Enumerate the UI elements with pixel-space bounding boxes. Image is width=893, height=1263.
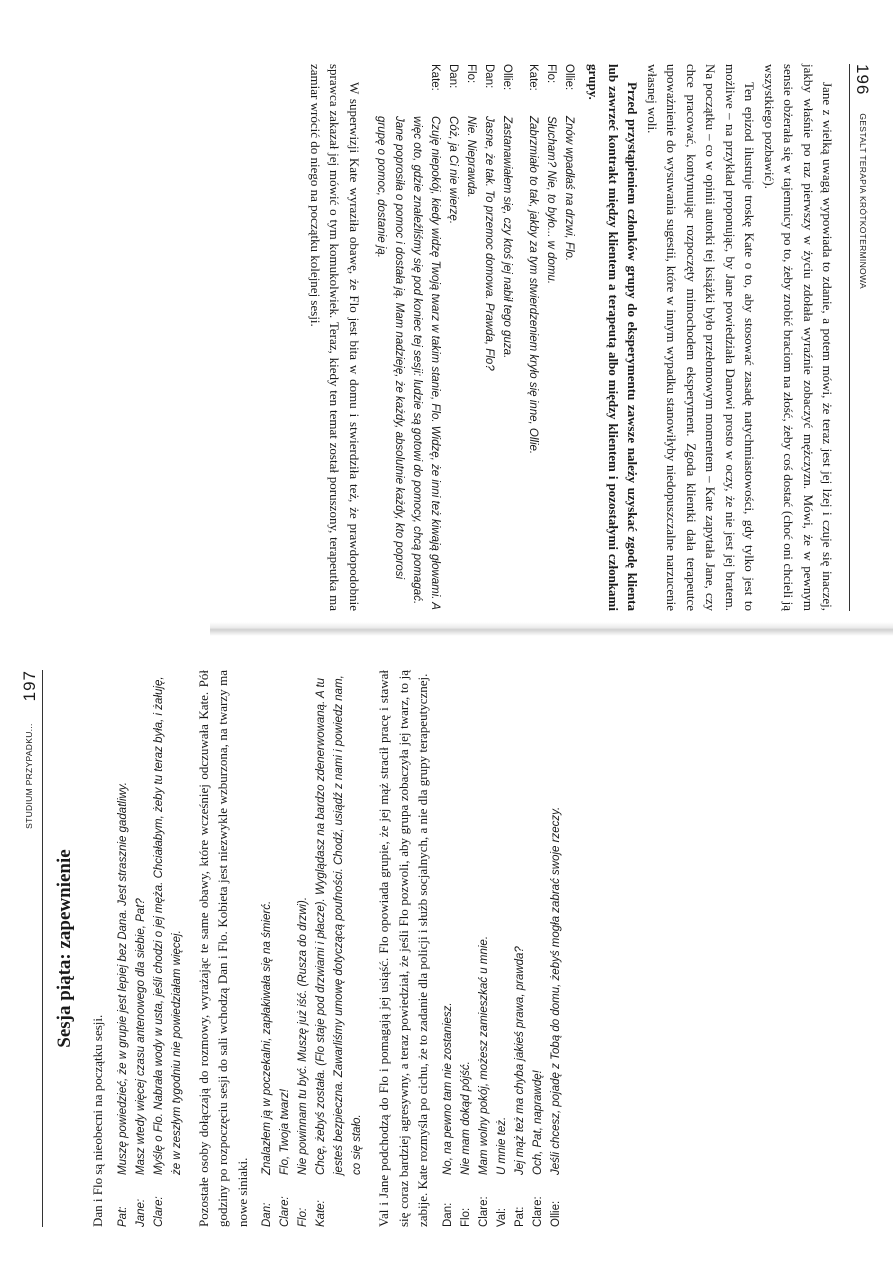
utterance: Czuję niepokój, kiedy widzę Twoją twarz w takim stanie, Flo. Widzę, że inni też kiwają głowami. A więc oto, gdzie znaleźliśmy się pod koniec tej sesji: ludzie są gotowi do pomocy, chcą pomagać. Jane poprosiła o pomoc i dostała ją. Mam nadzieję, że każdy, absolutnie każdy, kto poprosi grupę o pomoc, dostanie ją. bbox=[375, 116, 441, 610]
dialog-line bbox=[444, 64, 462, 611]
utterance: Słucham? Nie, to było... w domu. bbox=[545, 116, 557, 285]
utterance: Chcę, żebyś została. (Flo staje pod drzwiami i płacze). Wyglądasz na bardzo zdenerwowaną. A tu jesteś bezpieczna. Zawarliśmy umowę dotyczącą poufności. Chodź, usiądź z nami i powiedz nam, co się stało. bbox=[315, 675, 363, 1175]
page-number: 197 bbox=[20, 670, 39, 702]
utterance: No, na pewno tam nie zostaniesz. bbox=[441, 1002, 454, 1175]
utterance: U mnie też. bbox=[495, 1116, 508, 1175]
left-page bbox=[308, 0, 892, 631]
dialog-line bbox=[132, 670, 150, 1227]
dialog-line bbox=[294, 670, 312, 1227]
dialog-line bbox=[258, 670, 276, 1227]
dialog-line bbox=[542, 64, 560, 611]
dialog-line bbox=[560, 64, 578, 611]
utterance: Jasne, że tak. To przemoc domowa. Prawda, Flo? bbox=[483, 116, 495, 371]
speaker: Kate: bbox=[429, 64, 441, 91]
speaker: Dan: bbox=[441, 1202, 454, 1227]
dialog-line bbox=[457, 670, 475, 1227]
utterance: Flo, Twoja twarz! bbox=[279, 1088, 291, 1175]
bold-rule-paragraph: Przed przystąpieniem członków grupy do eksperymentu zawsze należy uzyskać zgodę klienta lub zawrzeć kontrakt między klientem a terapeutą albo między klientem i pozostałymi członkami grupy. bbox=[586, 64, 641, 611]
utterance: Nie powinnam tu być. Muszę już iść. (Rusza do drzwi). bbox=[297, 896, 309, 1175]
speaker: Jane: bbox=[134, 1198, 147, 1227]
dialog-line bbox=[372, 64, 444, 611]
paragraph: W superwizji Kate wyraziła obawę, że Flo jest bita w domu i stwierdziła też, że prawdopodobnie sprawca zakazał jej mówić o tym komukolwiek. Teraz, kiedy ten temat został poruszony, terapeutka ma zamiar wrócić do niego na początku kolejnej sesji. bbox=[308, 64, 362, 611]
dialog-block bbox=[372, 64, 516, 611]
utterance: Znów wpadłaś na drzwi, Flo. bbox=[563, 116, 575, 262]
dialog-block bbox=[524, 64, 578, 611]
utterance: Nie. Nieprawda. bbox=[465, 116, 477, 198]
speaker: Flo: bbox=[545, 64, 557, 84]
dialog-line bbox=[150, 670, 186, 1227]
left-page-header bbox=[850, 64, 873, 611]
speaker: Ollie: bbox=[549, 1200, 562, 1227]
dialog-line bbox=[547, 670, 565, 1227]
speaker: Clare: bbox=[152, 1196, 165, 1227]
paragraph: Pozostałe osoby dołączają do rozmowy, wyrażając te same obawy, które wcześniej odczuwała Kate. Pół godziny po rozpoczęciu sesji do sali wchodzą Dan i Flo. Kobieta jest niezwykle wzburzona, na twarzy ma nowe siniaki. bbox=[195, 670, 250, 1227]
dialog-line bbox=[462, 64, 480, 611]
speaker: Dan: bbox=[261, 1202, 273, 1227]
dialog-line bbox=[493, 670, 511, 1227]
dialog-line bbox=[480, 64, 498, 611]
speaker: Flo: bbox=[459, 1207, 472, 1227]
dialog-block bbox=[114, 670, 186, 1227]
dialog-block bbox=[258, 670, 366, 1227]
speaker: Ollie: bbox=[501, 64, 513, 91]
utterance: Masz wtedy więcej czasu antenowego dla siebie, Pat? bbox=[134, 898, 147, 1175]
utterance: Mam wolny pokój, możesz zamieszkać u mnie. bbox=[477, 935, 490, 1175]
dialog-line bbox=[524, 64, 542, 611]
dialog-line bbox=[529, 670, 547, 1227]
running-head: GESTALT TERAPIA KRÓTKOTERMINOWA bbox=[858, 113, 868, 289]
paragraph: Ten epizod ilustruje troskę Kate o to, aby stosować zasadę natychmiastowości, gdy tylko jest to możliwe – na przykład proponując, by Jane powiedziała Danowi prosto w oczy, że nie jest jej bratem. Na początku – co w opinii autorki tej książki było przełomowym momentem – Kate zapytała Jane, czy chce pracować, kontynuując rozpoczęty mimochodem eksperyment. Zgoda klientki dała terapeutce upoważnienie do wysuwania sugestii, które w innym wypadku stanowiłyby niedopuszczalne narzucenie własnej woli. bbox=[645, 64, 758, 611]
speaker: Kate: bbox=[527, 64, 539, 91]
utterance: Myślę o Flo. Nabrała wody w usta, jeśli chodzi o jej męża. Chciałabym, żeby tu teraz była, i żałuję, że w zeszłym tygodniu nie powiedziałam więcej. bbox=[152, 676, 183, 1175]
paragraph: Jane z wielką uwagą wypowiada to zdanie, a potem mówi, że teraz jest jej lżej i czuje się inaczej, jakby właśnie po raz pierwszy w życiu zdołała wyraźnie zobaczyć mężczyzn. Mówi, że w pewnym sensie obżerała się w tajemnicy po to, żeby zrobić braciom na złość, żeby coś dostać (choć oni chcieli ją wszystkiego pozbawić). bbox=[762, 64, 836, 611]
utterance: Muszę powiedzieć, że w grupie jest lepiej bez Dana. Jest strasznie gadatliwy. bbox=[116, 782, 129, 1175]
utterance: Cóż, ja Ci nie wierzę. bbox=[447, 116, 459, 225]
section-title: Sesja piąta: zapewnienie bbox=[53, 849, 75, 1048]
paragraph: Val i Jane podchodzą do Flo i pomagają jej usiąść. Flo opowiada grupie, że jej mąż stracił pracę i stawał się coraz bardziej agresywny, a teraz powiedział, że jeśli Flo pozwoli, aby grupa zobaczyła jej twarz, to ją zabije. Kate rozmyśla po cichu, że to zadanie dla policji i służb socjalnych, a nie dla grupy terapeutycznej. bbox=[376, 670, 430, 1227]
dialog-line bbox=[511, 670, 529, 1227]
paragraph: Dan i Flo są nieobecni na początku sesji. bbox=[90, 1014, 105, 1227]
speaker: Pat: bbox=[116, 1206, 129, 1227]
speaker: Kate: bbox=[315, 1200, 327, 1227]
speaker: Flo: bbox=[465, 64, 477, 84]
speaker: Val: bbox=[495, 1208, 508, 1227]
dialog-block bbox=[439, 670, 565, 1227]
utterance: Jej mąż też ma chyba jakieś prawa, prawda? bbox=[513, 946, 526, 1175]
speaker: Dan: bbox=[483, 64, 495, 89]
utterance: Zabrzmiało to tak, jakby za tym stwierdzeniem kryło się inne, Ollie. bbox=[527, 116, 539, 455]
dialog-line bbox=[312, 670, 366, 1227]
running-head: STUDIUM PRZYPADKU... bbox=[24, 723, 34, 829]
utterance: Och, Pat, naprawdę! bbox=[531, 1070, 544, 1175]
page-number: 196 bbox=[853, 64, 872, 96]
speaker: Clare: bbox=[279, 1196, 291, 1227]
dialog-line bbox=[276, 670, 294, 1227]
right-page-header bbox=[20, 670, 43, 1227]
speaker: Flo: bbox=[297, 1207, 309, 1227]
dialog-line bbox=[475, 670, 493, 1227]
speaker: Clare: bbox=[531, 1196, 544, 1227]
utterance: Jeśli chcesz, pojadę z Tobą do domu, żebyś mogła zabrać swoje rzeczy. bbox=[549, 806, 562, 1175]
dialog-line bbox=[498, 64, 516, 611]
dialog-line bbox=[114, 670, 132, 1227]
speaker: Clare: bbox=[477, 1196, 490, 1227]
utterance: Nie mam dokąd pójść. bbox=[459, 1061, 472, 1175]
speaker: Pat: bbox=[513, 1206, 526, 1227]
right-page bbox=[0, 632, 562, 1263]
utterance: Znalazłem ją w poczekalni, zapłakiwała się na śmierć. bbox=[261, 900, 273, 1175]
utterance: Zastanawiałem się, czy ktoś jej nabił tego guza. bbox=[501, 116, 513, 359]
speaker: Dan: bbox=[447, 64, 459, 89]
speaker: Ollie: bbox=[563, 64, 575, 91]
dialog-line bbox=[439, 670, 457, 1227]
